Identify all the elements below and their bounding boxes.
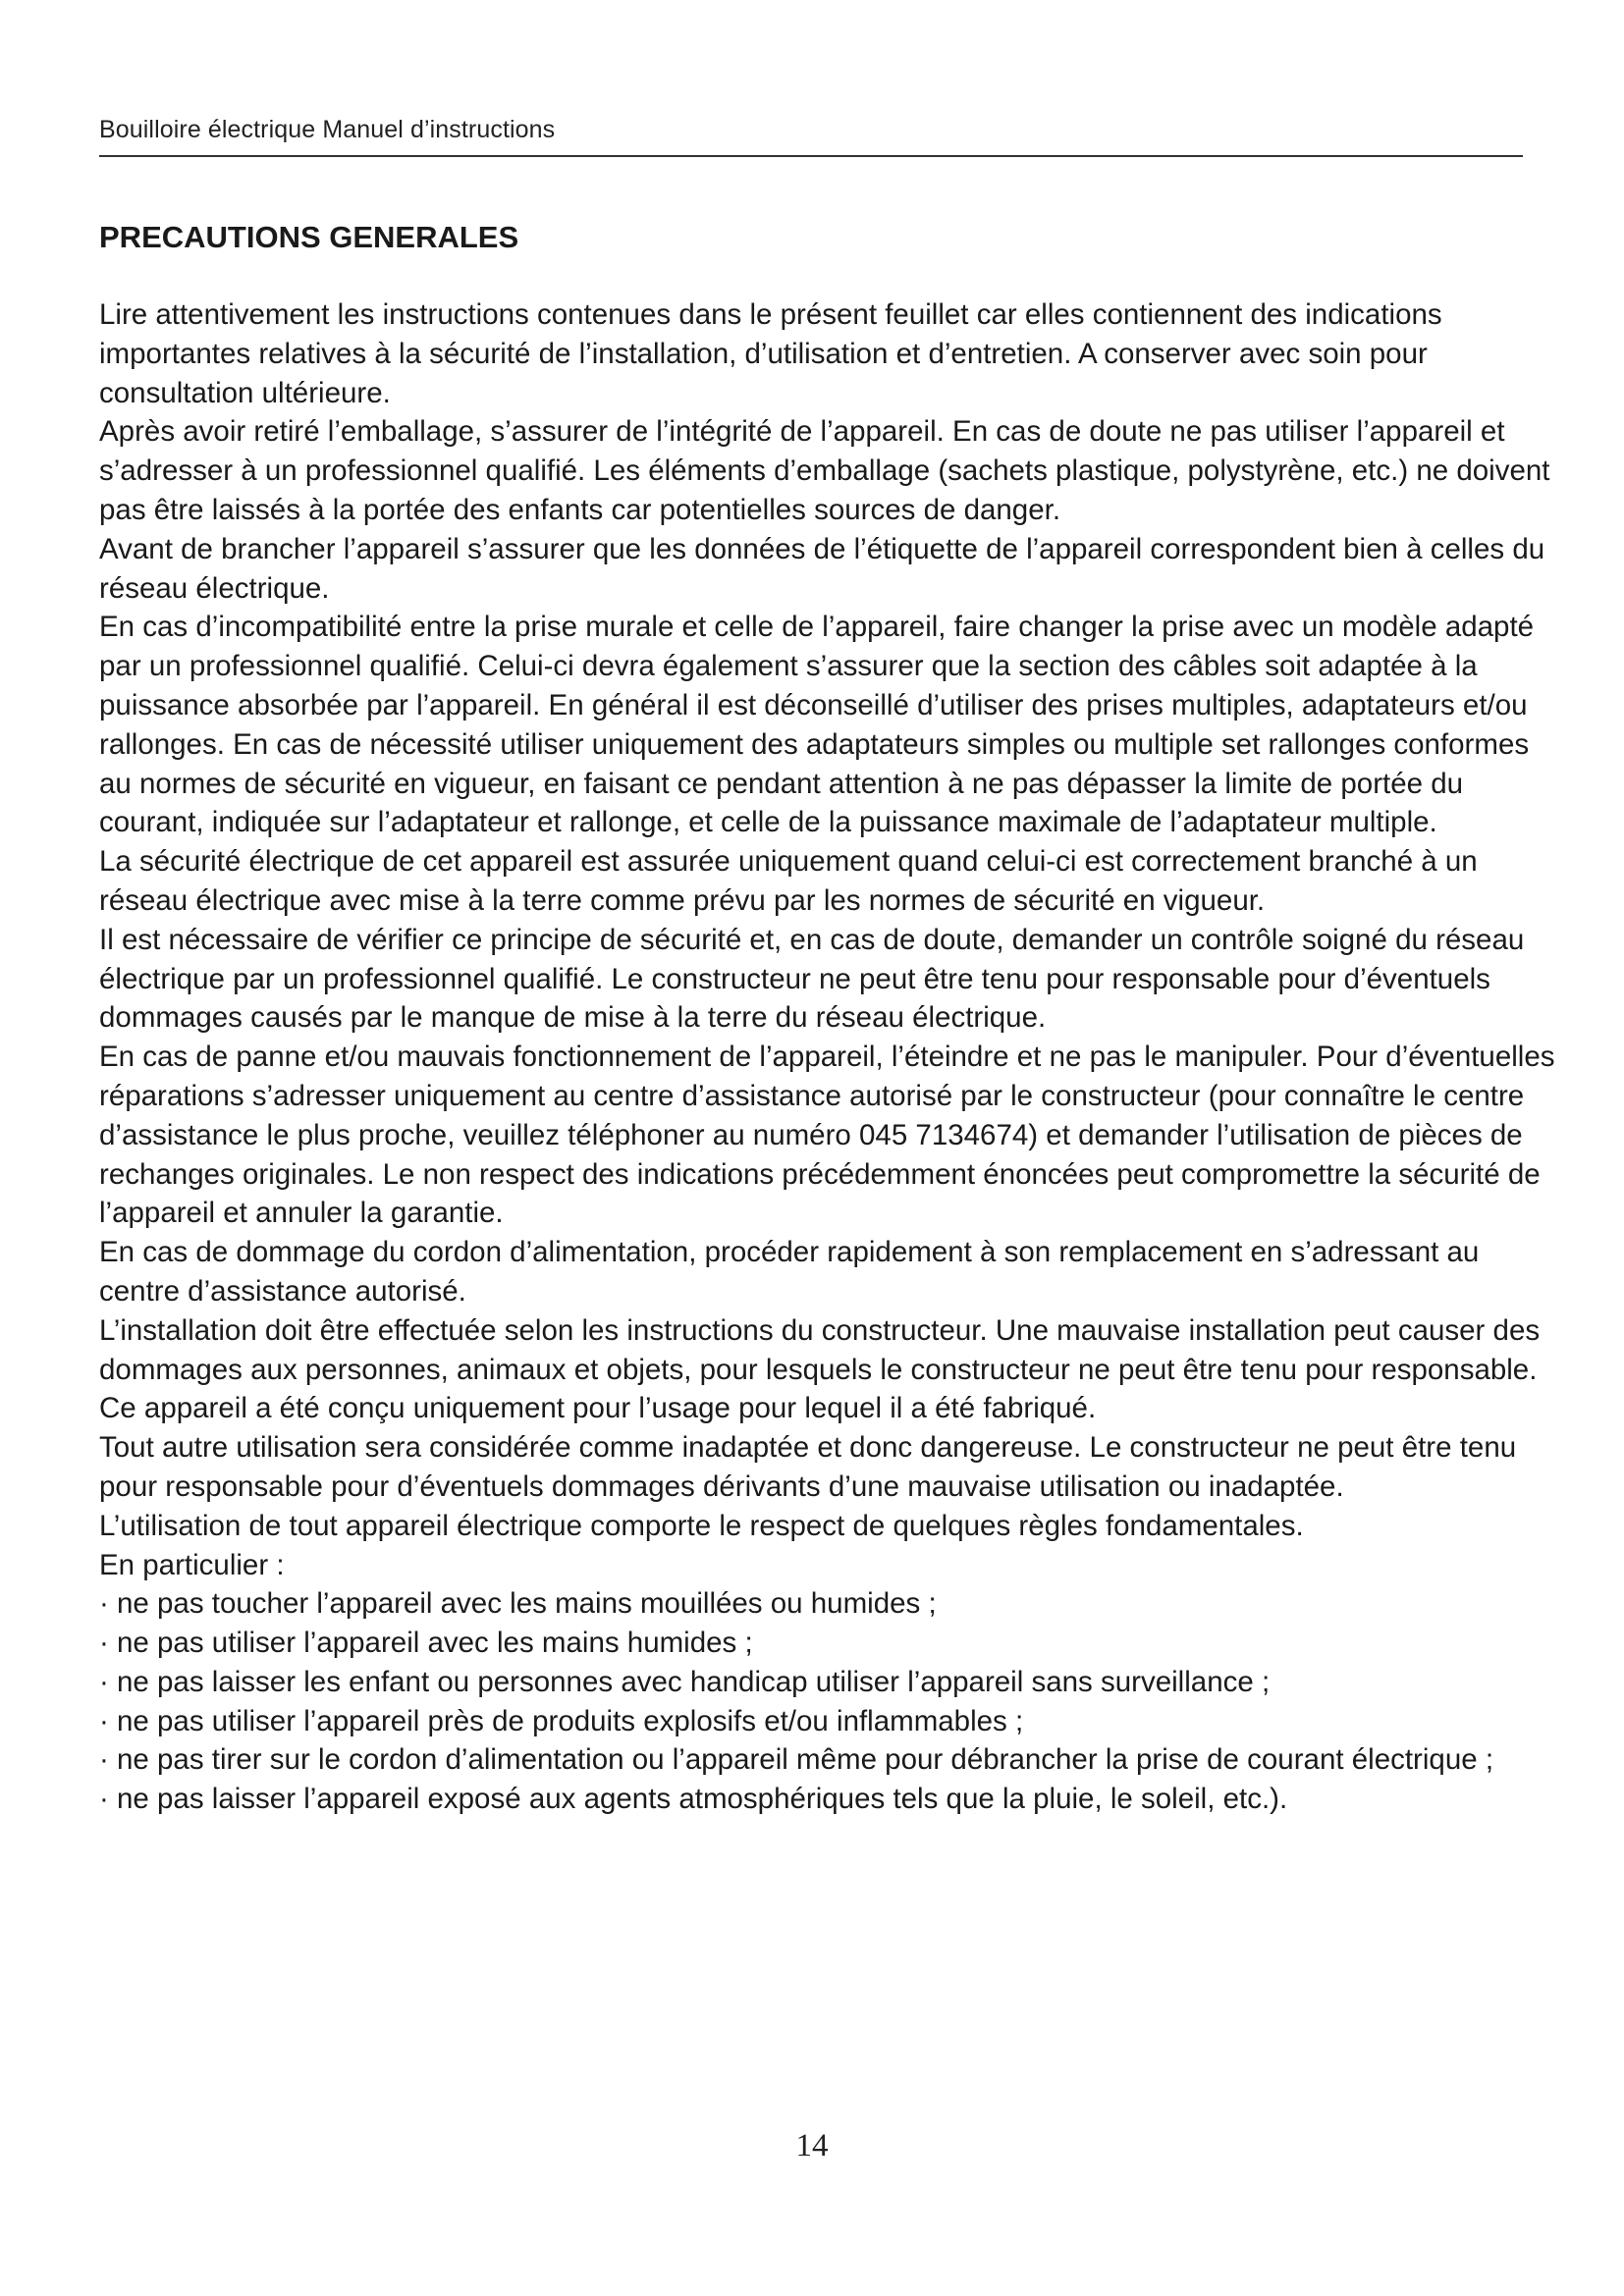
paragraph-rating-label: Avant de brancher l’appareil s’assurer que les données de l’étiquette de l’appareil correspondent bien à celles du réseau électrique. xyxy=(99,532,1545,605)
list-item: · ne pas utiliser l’appareil avec les mains humides ; xyxy=(99,1627,753,1660)
paragraph-installation: L’installation doit être effectuée selon les instructions du constructeur. Une mauvaise installation peut causer des dommages aux personnes, animaux et objets, pour lesquels le constructeur ne peut être tenu pour responsable. xyxy=(99,1313,1541,1386)
list-item: · ne pas laisser les enfant ou personnes avec handicap utiliser l’appareil sans surveillance ; xyxy=(99,1665,1271,1698)
paragraph-misuse: Tout autre utilisation sera considérée comme inadaptée et donc dangereuse. Le constructeur ne peut être tenu pour responsable pour d’éventuels dommages dérivants d’une mauvaise utilisation ou inadaptée. xyxy=(99,1431,1517,1503)
section-title: PRECAUTIONS GENERALES xyxy=(99,220,519,254)
page-number: 14 xyxy=(795,2128,829,2163)
paragraph-reading-instructions: Lire attentivement les instructions contenues dans le présent feuillet car elles contiennent des indications importantes relatives à la sécurité de l’installation, d’utilisation et d’entretien. A conserver avec soin pour consultation ultérieure. xyxy=(99,298,1442,409)
list-item: · ne pas toucher l’appareil avec les mains mouillées ou humides ; xyxy=(99,1587,937,1621)
paragraph-in-particular: En particulier : xyxy=(99,1548,285,1581)
paragraph-earthing-check: Il est nécessaire de vérifier ce principe de sécurité et, en cas de doute, demander un contrôle soigné du réseau électrique par un professionnel qualifié. Le constructeur ne peut être tenu pour responsable pour d’éventuels dommages causés par le manque de mise à la terre du réseau électrique. xyxy=(99,923,1525,1035)
running-header: Bouilloire électrique Manuel d’instructions xyxy=(99,116,556,143)
paragraph-electrical-safety: La sécurité électrique de cet appareil est assurée uniquement quand celui-ci est correctement branché à un réseau électrique avec mise à la terre comme prévu par les normes de sécurité en vigueur. xyxy=(99,845,1478,917)
paragraph-power-cord: En cas de dommage du cordon d’alimentation, procéder rapidement à son remplacement en s’adressant au centre d’assistance autorisé. xyxy=(99,1236,1480,1308)
paragraph-intended-use: Ce appareil a été conçu uniquement pour l’usage pour lequel il a été fabriqué. xyxy=(99,1392,1097,1425)
paragraph-repairs: En cas de panne et/ou mauvais fonctionnement de l’appareil, l’éteindre et ne pas le manipuler. Pour d’éventuelles réparations s’adresser uniquement au centre d’assistance autorisé par le constructeur (pour connaître le centre d’assistance le plus proche, veuillez téléphoner au numéro 045 7134674) et demander l’utilisation de pièces de rechanges originales. Le non respect des indications précédemment énoncées peut compromettre la sécurité de l’appareil et annuler la garantie. xyxy=(99,1041,1555,1230)
paragraph-fundamental-rules: L’utilisation de tout appareil électrique comporte le respect de quelques règles fondamentales. xyxy=(99,1509,1304,1542)
paragraph-socket-compatibility: En cas d’incompatibilité entre la prise murale et celle de l’appareil, faire changer la prise avec un modèle adapté par un professionnel qualifié. Celui-ci devra également s’assurer que la section des câbles soit adaptée à la puissance absorbée par l’appareil. En général il est déconseillé d’utiliser des prises multiples, adaptateurs et/ou rallonges. En cas de nécessité utiliser uniquement des adaptateurs simples ou multiple set rallonges conformes au normes de sécurité en vigueur, en faisant ce pendant attention à ne pas dépasser la limite de portée du courant, indiquée sur l’adaptateur et rallonge, et celle de la puissance maximale de l’adaptateur multiple. xyxy=(99,611,1535,839)
body-text xyxy=(99,295,1562,1819)
header-rule xyxy=(99,155,1523,157)
list-item: · ne pas utiliser l’appareil près de produits explosifs et/ou inflammables ; xyxy=(99,1704,1024,1737)
paragraph-packaging: Après avoir retiré l’emballage, s’assurer de l’intégrité de l’appareil. En cas de doute ne pas utiliser l’appareil et s’adresser à un professionnel qualifié. Les éléments d’emballage (sachets plastique, polystyrène, etc.) ne doivent pas être laissés à la portée des enfants car potentielles sources de danger. xyxy=(99,415,1550,526)
list-item: · ne pas tirer sur le cordon d’alimentation ou l’appareil même pour débrancher la prise de courant électrique ; xyxy=(99,1743,1494,1777)
list-item: · ne pas laisser l’appareil exposé aux agents atmosphériques tels que la pluie, le soleil, etc.). xyxy=(99,1783,1288,1816)
